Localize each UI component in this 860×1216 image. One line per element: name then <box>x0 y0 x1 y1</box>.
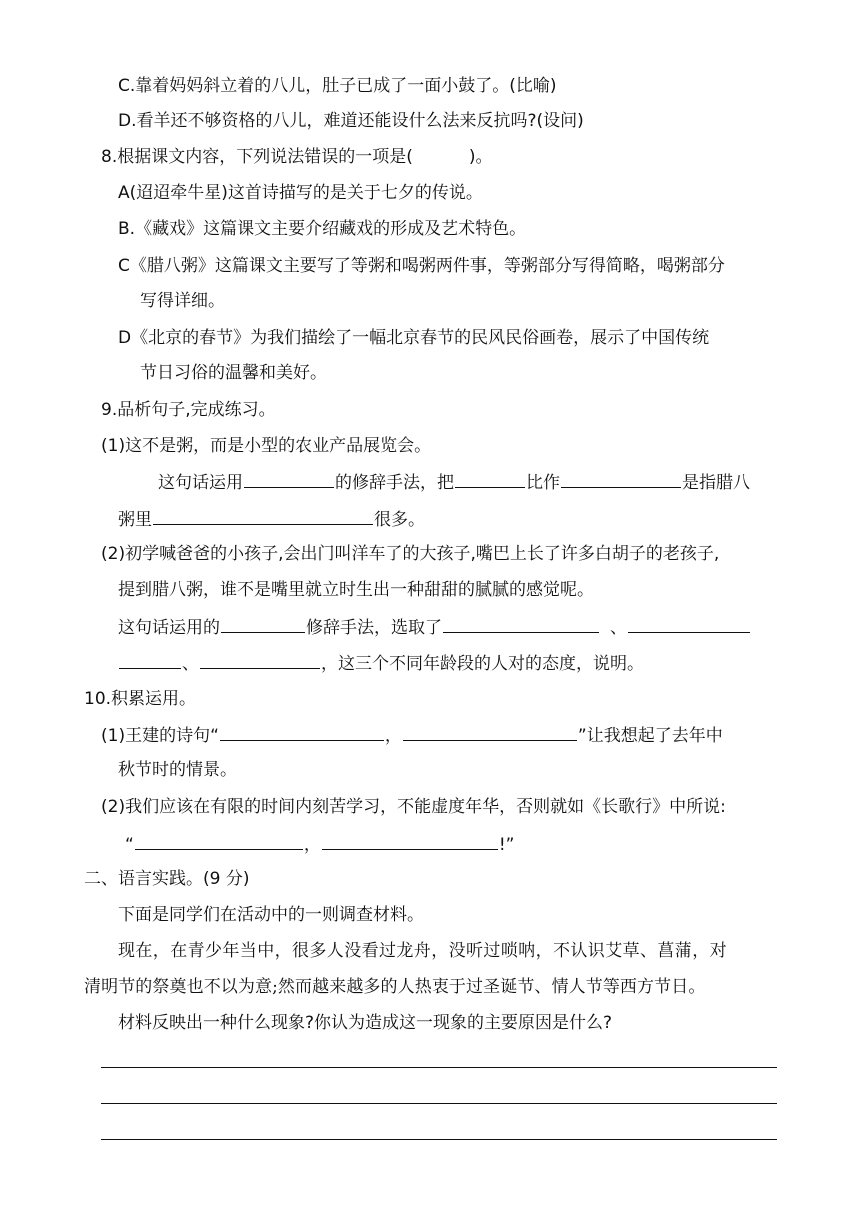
q9-p1-blank-compare[interactable] <box>561 469 681 488</box>
q10-part1-line1 <box>101 722 723 748</box>
q10-p1-blank-2[interactable] <box>403 722 577 741</box>
q9-p1-text-c: 比作 <box>526 473 560 493</box>
q9-p1-blank-object[interactable] <box>455 469 525 488</box>
q8-option-b: B.《藏戏》这篇课文主要介绍藏戏的形成及艺术特色。 <box>118 219 527 239</box>
q9-p2-blank-person3[interactable] <box>200 650 320 669</box>
q10-part2-line2 <box>125 831 514 857</box>
q9-p1-text-e: 粥里 <box>118 510 152 530</box>
q9-p2-blank-person1[interactable] <box>443 614 599 633</box>
q9-p2-blank-person2a[interactable] <box>628 614 750 633</box>
q8-option-d-line1: D《北京的春节》为我们描绘了一幅北京春节的民风民俗画卷，展示了中国传统 <box>118 328 710 348</box>
q8-option-c-line2: 写得详细。 <box>140 291 225 311</box>
section2-material-line2: 清明节的祭奠也不以为意;然而越来越多的人热衷于过圣诞节、情人节等西方节日。 <box>84 977 706 997</box>
answer-line-1[interactable] <box>101 1067 777 1068</box>
q10-p1-text-c: ”让我想起了去年中 <box>577 726 723 746</box>
q9-p2-text-e: ，这三个不同年龄段的人对的态度，说明。 <box>321 654 644 674</box>
q9-part2-fill-line1 <box>118 614 751 640</box>
q9-part2-fill-line2 <box>118 650 644 676</box>
q9-p2-text-c: 、 <box>610 618 627 638</box>
q10-p1-text-a: (1)王建的诗句“ <box>101 726 219 746</box>
q9-p2-blank-person2b[interactable] <box>119 650 181 669</box>
q7-option-c: C.靠着妈妈斜立着的八儿，肚子已成了一面小鼓了。(比喻) <box>118 76 557 96</box>
q10-part2-line1: (2)我们应该在有限的时间内刻苦学习，不能虚度年华，否则就如《长歌行》中所说: <box>101 797 726 817</box>
q9-p2-text-b: 修辞手法，选取了 <box>306 618 442 638</box>
q10-p1-text-b: ， <box>384 726 402 746</box>
q9-part2-line2: 提到腊八粥，谁不是嘴里就立时生出一种甜甜的腻腻的感觉呢。 <box>118 580 594 600</box>
q7-option-d: D.看羊还不够资格的八儿，难道还能设什么法来反抗吗?(设问) <box>118 111 584 131</box>
answer-line-3[interactable] <box>101 1139 777 1140</box>
q10-p2-blank-2[interactable] <box>322 831 498 850</box>
q8-option-d-line2: 节日习俗的温馨和美好。 <box>140 363 327 383</box>
section2-intro: 下面是同学们在活动中的一则调查材料。 <box>118 905 424 925</box>
q8-stem-text: 8.根据课文内容，下列说法错误的一项是( <box>101 147 413 167</box>
q9-p1-text-d: 是指腊八 <box>682 473 750 493</box>
q10-p2-text-b: ， <box>303 835 321 855</box>
q10-p2-text-c: !” <box>498 835 515 855</box>
answer-line-2[interactable] <box>101 1103 777 1104</box>
q10-p1-blank-1[interactable] <box>220 722 384 741</box>
q9-part1-fill-line1 <box>158 469 750 495</box>
q9-part1-fill-line2 <box>118 506 425 532</box>
q8-option-a: A(迢迢牵牛星)这首诗描写的是关于七夕的传说。 <box>118 183 483 203</box>
q8-stem <box>101 145 493 169</box>
q9-p2-text-a: 这句话运用的 <box>118 618 220 638</box>
q9-p1-text-f: 很多。 <box>374 510 425 530</box>
q9-title: 9.品析句子,完成练习。 <box>101 400 276 420</box>
q8-option-c-line1: C《腊八粥》这篇课文主要写了等粥和喝粥两件事，等粥部分写得简略，喝粥部分 <box>118 256 725 276</box>
q9-p2-text-d: 、 <box>182 654 199 674</box>
q9-p2-blank-rhetoric[interactable] <box>221 614 305 633</box>
section2-title: 二、语言实践。(9 分) <box>84 869 250 889</box>
q9-p1-blank-meaning[interactable] <box>153 506 373 525</box>
q10-title: 10.积累运用。 <box>84 689 197 709</box>
q9-part2-line1: (2)初学喊爸爸的小孩子,会出门叫洋车了的大孩子,嘴巴上长了许多白胡子的老孩子, <box>101 544 720 564</box>
q9-part1-sentence: (1)这不是粥，而是小型的农业产品展览会。 <box>101 436 432 456</box>
q9-p1-text-b: 的修辞手法，把 <box>335 473 454 493</box>
section2-question: 材料反映出一种什么现象?你认为造成这一现象的主要原因是什么? <box>118 1013 613 1033</box>
q10-p2-text-a: “ <box>125 835 134 855</box>
q9-p1-text-a: 这句话运用 <box>158 473 243 493</box>
q10-p2-blank-1[interactable] <box>135 831 303 850</box>
q9-p1-blank-rhetoric[interactable] <box>244 469 334 488</box>
q10-part1-line2: 秋节时的情景。 <box>118 760 237 780</box>
section2-material-line1: 现在，在青少年当中，很多人没看过龙舟，没听过唢呐，不认识艾草、菖蒲，对 <box>118 941 727 961</box>
q8-stem-end: )。 <box>468 147 493 167</box>
